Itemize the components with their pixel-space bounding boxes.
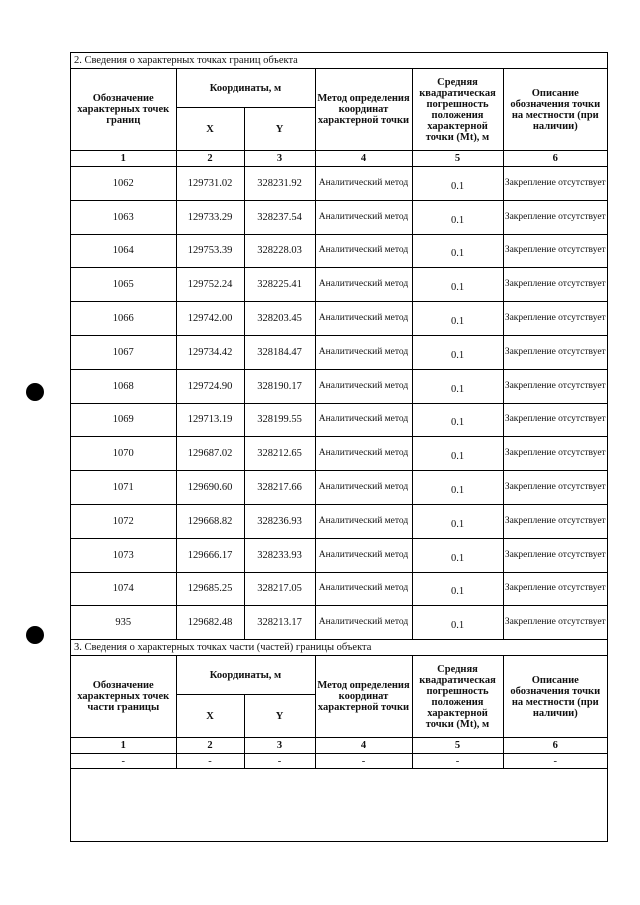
method-cell: Аналитический метод	[315, 302, 412, 336]
y-coordinate-cell: 328203.45	[244, 302, 315, 336]
error-cell: 0.1	[412, 471, 503, 505]
document-page	[70, 52, 608, 842]
empty-row	[71, 754, 607, 769]
method-cell: Аналитический метод	[315, 200, 412, 234]
column-number-cell: 5	[412, 151, 503, 167]
dash-cell: -	[315, 754, 412, 769]
column-number-cell: 3	[244, 151, 315, 167]
description-cell: Закрепление отсутствует	[503, 606, 607, 640]
x-coordinate-cell: 129668.82	[176, 504, 244, 538]
dash-cell: -	[244, 754, 315, 769]
header-y: Y	[244, 108, 315, 151]
x-coordinate-cell: 129724.90	[176, 369, 244, 403]
point-id-cell: 1065	[71, 268, 176, 302]
error-cell: 0.1	[412, 200, 503, 234]
header-x-part: X	[176, 695, 244, 738]
y-coordinate-cell: 328212.65	[244, 437, 315, 471]
x-coordinate-cell: 129690.60	[176, 471, 244, 505]
point-id-cell: 1064	[71, 234, 176, 268]
table-row	[71, 335, 607, 369]
table-row	[71, 369, 607, 403]
error-cell: 0.1	[412, 335, 503, 369]
column-number-cell: 5	[412, 738, 503, 754]
header-coordinates-part: Координаты, м	[176, 656, 315, 695]
description-cell: Закрепление отсутствует	[503, 369, 607, 403]
header-method-part: Метод определения координат характерной точки	[315, 656, 412, 738]
error-cell: 0.1	[412, 268, 503, 302]
description-cell: Закрепление отсутствует	[503, 268, 607, 302]
point-id-cell: 1074	[71, 572, 176, 606]
column-number-cell: 1	[71, 151, 176, 167]
error-cell: 0.1	[412, 437, 503, 471]
method-cell: Аналитический метод	[315, 167, 412, 201]
x-coordinate-cell: 129682.48	[176, 606, 244, 640]
table-row	[71, 538, 607, 572]
point-id-cell: 1071	[71, 471, 176, 505]
table-row	[71, 403, 607, 437]
method-cell: Аналитический метод	[315, 504, 412, 538]
y-coordinate-cell: 328225.41	[244, 268, 315, 302]
error-cell: 0.1	[412, 572, 503, 606]
x-coordinate-cell: 129687.02	[176, 437, 244, 471]
description-cell: Закрепление отсутствует	[503, 302, 607, 336]
y-coordinate-cell: 328231.92	[244, 167, 315, 201]
description-cell: Закрепление отсутствует	[503, 471, 607, 505]
y-coordinate-cell: 328236.93	[244, 504, 315, 538]
dash-cell: -	[176, 754, 244, 769]
y-coordinate-cell: 328233.93	[244, 538, 315, 572]
point-id-cell: 1066	[71, 302, 176, 336]
table-row	[71, 234, 607, 268]
method-cell: Аналитический метод	[315, 471, 412, 505]
header-description: Описание обозначения точки на местности (при наличии)	[503, 69, 607, 151]
error-cell: 0.1	[412, 234, 503, 268]
description-cell: Закрепление отсутствует	[503, 437, 607, 471]
x-coordinate-cell: 129666.17	[176, 538, 244, 572]
point-id-cell: 1073	[71, 538, 176, 572]
header-error: Средняя квадратическая погрешность положения характерной точки (Mt), м	[412, 69, 503, 151]
column-number-cell: 6	[503, 151, 607, 167]
table-row	[71, 471, 607, 505]
error-cell: 0.1	[412, 302, 503, 336]
y-coordinate-cell: 328190.17	[244, 369, 315, 403]
description-cell: Закрепление отсутствует	[503, 572, 607, 606]
point-id-cell: 1063	[71, 200, 176, 234]
header-description-part: Описание обозначения точки на местности (при наличии)	[503, 656, 607, 738]
method-cell: Аналитический метод	[315, 538, 412, 572]
method-cell: Аналитический метод	[315, 572, 412, 606]
section-2-title: 2. Сведения о характерных точках границ объекта	[71, 53, 607, 69]
boundary-points-table	[71, 53, 607, 769]
punch-hole-top	[26, 383, 44, 401]
method-cell: Аналитический метод	[315, 606, 412, 640]
point-id-cell: 1072	[71, 504, 176, 538]
description-cell: Закрепление отсутствует	[503, 335, 607, 369]
y-coordinate-cell: 328184.47	[244, 335, 315, 369]
error-cell: 0.1	[412, 606, 503, 640]
x-coordinate-cell: 129742.00	[176, 302, 244, 336]
y-coordinate-cell: 328217.66	[244, 471, 315, 505]
description-cell: Закрепление отсутствует	[503, 200, 607, 234]
method-cell: Аналитический метод	[315, 335, 412, 369]
column-number-cell: 4	[315, 738, 412, 754]
description-cell: Закрепление отсутствует	[503, 234, 607, 268]
table-row	[71, 437, 607, 471]
x-coordinate-cell: 129685.25	[176, 572, 244, 606]
method-cell: Аналитический метод	[315, 268, 412, 302]
method-cell: Аналитический метод	[315, 369, 412, 403]
description-cell: Закрепление отсутствует	[503, 504, 607, 538]
x-coordinate-cell: 129752.24	[176, 268, 244, 302]
dash-cell: -	[71, 754, 176, 769]
y-coordinate-cell: 328237.54	[244, 200, 315, 234]
punch-hole-bottom	[26, 626, 44, 644]
point-id-cell: 1062	[71, 167, 176, 201]
method-cell: Аналитический метод	[315, 234, 412, 268]
description-cell: Закрепление отсутствует	[503, 403, 607, 437]
header-coordinates: Координаты, м	[176, 69, 315, 108]
header-y-part: Y	[244, 695, 315, 738]
column-number-cell: 1	[71, 738, 176, 754]
column-number-cell: 2	[176, 738, 244, 754]
table-row	[71, 268, 607, 302]
point-id-cell: 1067	[71, 335, 176, 369]
method-cell: Аналитический метод	[315, 403, 412, 437]
y-coordinate-cell: 328217.05	[244, 572, 315, 606]
header-x: X	[176, 108, 244, 151]
error-cell: 0.1	[412, 403, 503, 437]
x-coordinate-cell: 129733.29	[176, 200, 244, 234]
column-number-cell: 3	[244, 738, 315, 754]
column-number-cell: 6	[503, 738, 607, 754]
error-cell: 0.1	[412, 369, 503, 403]
table-row	[71, 572, 607, 606]
error-cell: 0.1	[412, 167, 503, 201]
dash-cell: -	[412, 754, 503, 769]
column-number-cell: 4	[315, 151, 412, 167]
section-3-title: 3. Сведения о характерных точках части (частей) границы объекта	[71, 640, 607, 656]
description-cell: Закрепление отсутствует	[503, 538, 607, 572]
y-coordinate-cell: 328199.55	[244, 403, 315, 437]
x-coordinate-cell: 129731.02	[176, 167, 244, 201]
point-id-cell: 935	[71, 606, 176, 640]
table-row	[71, 504, 607, 538]
point-id-cell: 1069	[71, 403, 176, 437]
header-method: Метод определения координат характерной точки	[315, 69, 412, 151]
header-designation-part: Обозначение характерных точек части границы	[71, 656, 176, 738]
y-coordinate-cell: 328213.17	[244, 606, 315, 640]
point-id-cell: 1070	[71, 437, 176, 471]
description-cell: Закрепление отсутствует	[503, 167, 607, 201]
table-row	[71, 200, 607, 234]
dash-cell: -	[503, 754, 607, 769]
method-cell: Аналитический метод	[315, 437, 412, 471]
error-cell: 0.1	[412, 504, 503, 538]
table-row	[71, 302, 607, 336]
header-error-part: Средняя квадратическая погрешность положения характерной точки (Mt), м	[412, 656, 503, 738]
point-id-cell: 1068	[71, 369, 176, 403]
table-row	[71, 167, 607, 201]
column-number-cell: 2	[176, 151, 244, 167]
y-coordinate-cell: 328228.03	[244, 234, 315, 268]
x-coordinate-cell: 129734.42	[176, 335, 244, 369]
x-coordinate-cell: 129713.19	[176, 403, 244, 437]
x-coordinate-cell: 129753.39	[176, 234, 244, 268]
header-designation: Обозначение характерных точек границ	[71, 69, 176, 151]
error-cell: 0.1	[412, 538, 503, 572]
table-row	[71, 606, 607, 640]
